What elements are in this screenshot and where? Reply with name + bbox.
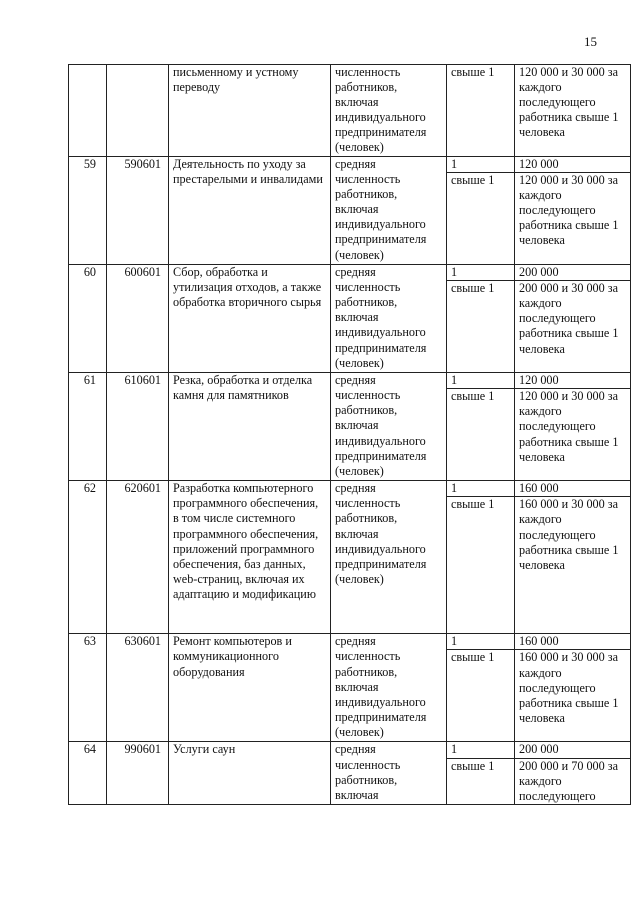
row-number-cell: 61 xyxy=(69,373,107,481)
condition-cell: свыше 1 xyxy=(447,650,515,742)
table-row xyxy=(69,373,631,389)
activity-cell: письменному и устному переводу xyxy=(169,65,331,157)
row-number-cell: 60 xyxy=(69,265,107,373)
table-row-continuation xyxy=(69,65,631,157)
amount-cell: 120 000 и 30 000 за каждого последующего работника свыше 1 человека xyxy=(515,389,631,481)
amount-cell: 160 000 и 30 000 за каждого последующего работника свыше 1 человека xyxy=(515,497,631,634)
condition-cell: 1 xyxy=(447,481,515,497)
table-row xyxy=(69,634,631,650)
table-row xyxy=(69,481,631,497)
activity-cell: Деятельность по уходу за престарелыми и инвалидами xyxy=(169,157,331,265)
row-number-cell: 59 xyxy=(69,157,107,265)
amount-cell: 200 000 и 70 000 за каждого последующего xyxy=(515,758,631,804)
amount-cell: 120 000 xyxy=(515,157,631,173)
indicator-cell: средняя численность работников, включая индивидуального предпринимателя (человек) xyxy=(331,373,447,481)
okved-code-cell: 630601 xyxy=(107,634,169,742)
amount-cell: 120 000 xyxy=(515,373,631,389)
okved-code-cell xyxy=(107,65,169,157)
row-number-cell xyxy=(69,65,107,157)
condition-cell: 1 xyxy=(447,742,515,758)
okved-code-cell: 990601 xyxy=(107,742,169,804)
amount-cell: 200 000 xyxy=(515,265,631,281)
condition-cell: свыше 1 xyxy=(447,497,515,634)
indicator-cell: средняя численность работников, включая индивидуального предпринимателя (человек) xyxy=(331,634,447,742)
condition-cell: 1 xyxy=(447,634,515,650)
row-number-cell: 62 xyxy=(69,481,107,634)
table-row xyxy=(69,742,631,758)
okved-code-cell: 610601 xyxy=(107,373,169,481)
condition-cell: 1 xyxy=(447,157,515,173)
activity-cell: Услуги саун xyxy=(169,742,331,804)
amount-cell: 120 000 и 30 000 за каждого последующего работника свыше 1 человека xyxy=(515,173,631,265)
amount-cell: 120 000 и 30 000 за каждого последующего работника свыше 1 человека xyxy=(515,65,631,157)
condition-cell: 1 xyxy=(447,373,515,389)
okved-code-cell: 590601 xyxy=(107,157,169,265)
activity-cell: Резка, обработка и отделка камня для памятников xyxy=(169,373,331,481)
amount-cell: 160 000 xyxy=(515,634,631,650)
condition-cell: свыше 1 xyxy=(447,281,515,373)
condition-cell: свыше 1 xyxy=(447,65,515,157)
indicator-cell: средняя численность работников, включая индивидуального предпринимателя (человек) xyxy=(331,157,447,265)
activity-cell: Разработка компьютерного программного обеспечения, в том числе системного программного обеспечения, приложений программного обеспечения, баз данных, web-страниц, включая их адаптацию и модификацию xyxy=(169,481,331,634)
table-row xyxy=(69,265,631,281)
indicator-cell: средняя численность работников, включая xyxy=(331,742,447,804)
okved-code-cell: 620601 xyxy=(107,481,169,634)
indicator-cell: численность работников, включая индивидуального предпринимателя (человек) xyxy=(331,65,447,157)
tax-rates-table xyxy=(68,64,631,805)
amount-cell: 160 000 xyxy=(515,481,631,497)
activity-cell: Сбор, обработка и утилизация отходов, а также обработка вторичного сырья xyxy=(169,265,331,373)
indicator-cell: средняя численность работников, включая индивидуального предпринимателя (человек) xyxy=(331,481,447,634)
indicator-cell: средняя численность работников, включая индивидуального предпринимателя (человек) xyxy=(331,265,447,373)
page-number: 15 xyxy=(584,34,597,49)
condition-cell: свыше 1 xyxy=(447,389,515,481)
table-row xyxy=(69,157,631,173)
condition-cell: свыше 1 xyxy=(447,173,515,265)
amount-cell: 200 000 xyxy=(515,742,631,758)
row-number-cell: 63 xyxy=(69,634,107,742)
row-number-cell: 64 xyxy=(69,742,107,804)
amount-cell: 160 000 и 30 000 за каждого последующего работника свыше 1 человека xyxy=(515,650,631,742)
amount-cell: 200 000 и 30 000 за каждого последующего работника свыше 1 человека xyxy=(515,281,631,373)
okved-code-cell: 600601 xyxy=(107,265,169,373)
condition-cell: 1 xyxy=(447,265,515,281)
condition-cell: свыше 1 xyxy=(447,758,515,804)
activity-cell: Ремонт компьютеров и коммуникационного оборудования xyxy=(169,634,331,742)
